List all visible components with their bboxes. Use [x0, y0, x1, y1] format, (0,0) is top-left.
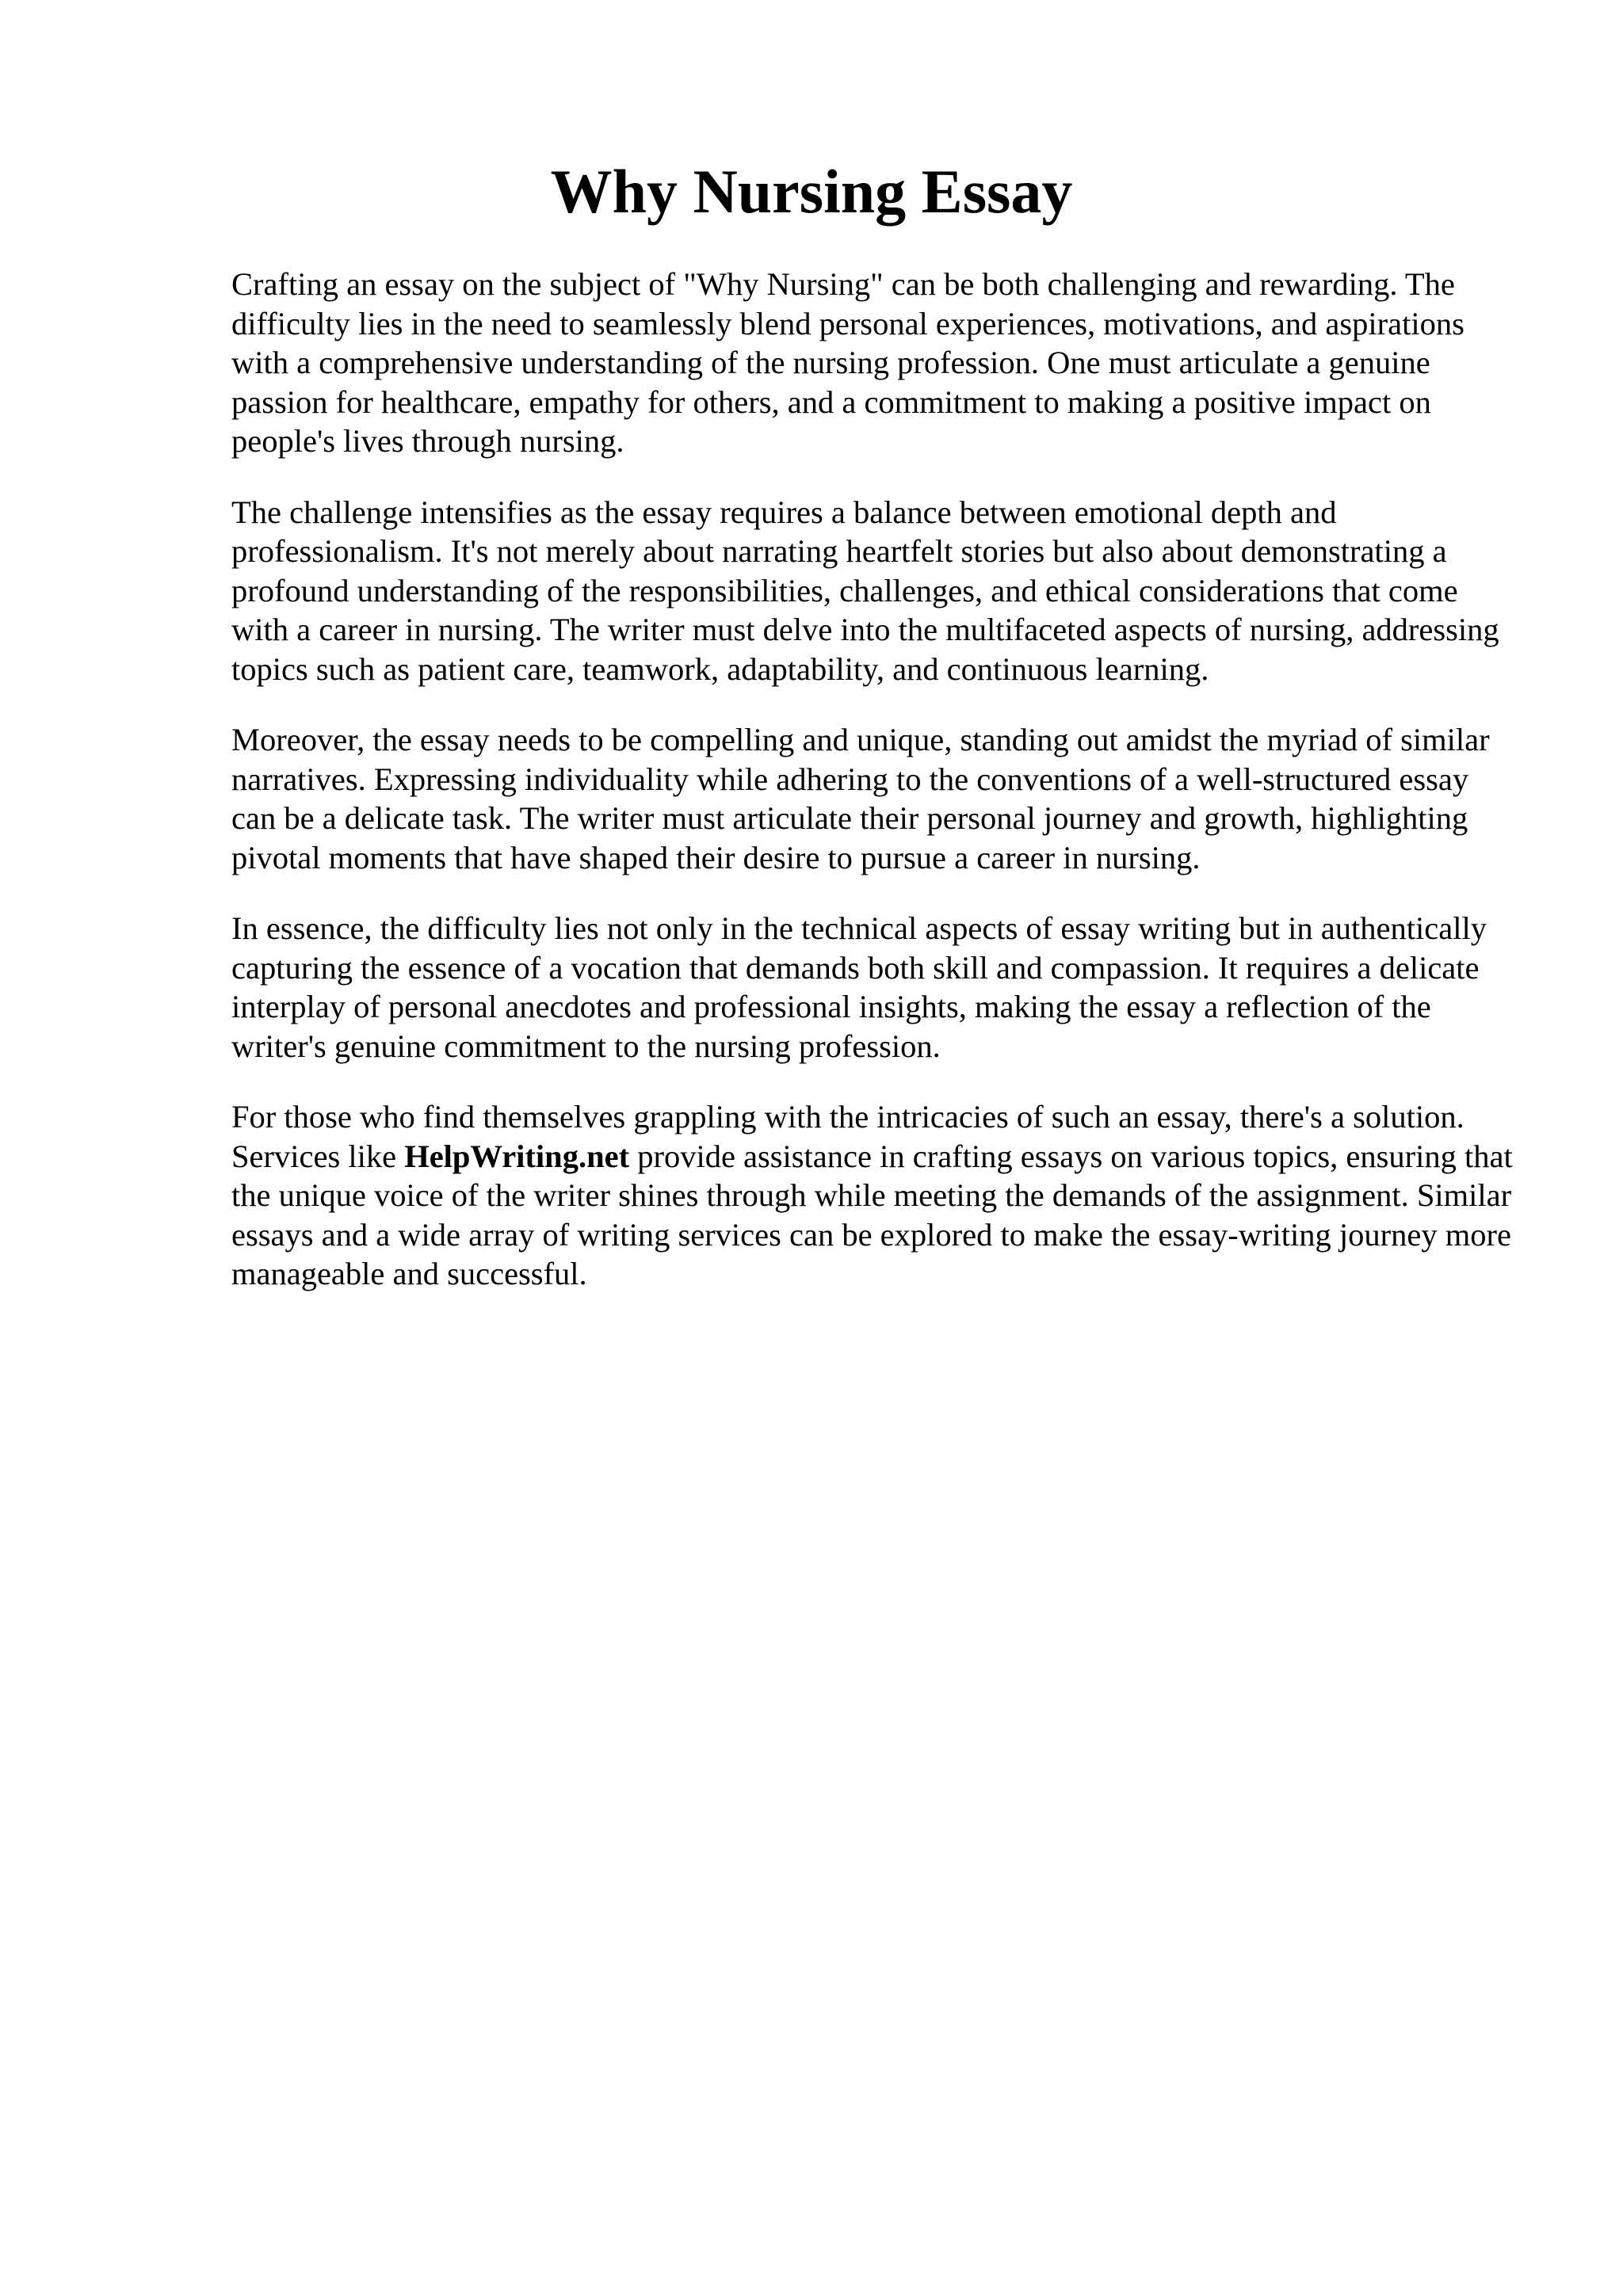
brand-link[interactable]: HelpWriting.net — [404, 1138, 630, 1174]
solution-text-after: provide assistance in crafting essays on various topics, ensuring that the unique voice of the writer shines through while meeting the demands of the assignment. Similar essays and a wide array of writing services can be explored to make the essay-writing journey more manageable and successful. — [231, 1138, 1513, 1291]
paragraph-uniqueness: Moreover, the essay needs to be compelling and unique, standing out amidst the myriad of similar narratives. Expressing individuality while adhering to the conventions of a well-structured essay can be a delicate task. The writer must articulate their personal journey and growth, highlighting pivotal moments that have shaped their desire to pursue a career in nursing. — [231, 722, 1490, 875]
solution-text-before: For those who find themselves grappling with the intricacies of such an essay, there's a solution. Services like — [231, 1099, 1465, 1174]
essay-body — [231, 265, 1515, 1325]
paragraph-intro: Crafting an essay on the subject of "Why Nursing" can be both challenging and rewarding. The difficulty lies in the need to seamlessly blend personal experiences, motivations, and aspirations with a comprehensive understanding of the nursing profession. One must articulate a genuine passion for healthcare, empathy for others, and a commitment to making a positive impact on people's lives through nursing. — [231, 266, 1465, 459]
paragraph-essence: In essence, the difficulty lies not only in the technical aspects of essay writing but in authentically capturing the essence of a vocation that demands both skill and compassion. It requires a delicate interplay of personal anecdotes and professional insights, making the essay a reflection of the writer's genuine commitment to the nursing profession. — [231, 910, 1487, 1064]
page-title: Why Nursing Essay — [550, 157, 1073, 226]
paragraph-solution — [231, 1097, 1515, 1294]
paragraph-challenge: The challenge intensifies as the essay requires a balance between emotional depth and professionalism. It's not merely about narrating heartfelt stories but also about demonstrating a profound understanding of the responsibilities, challenges, and ethical considerations that come with a career in nursing. The writer must delve into the multifaceted aspects of nursing, addressing topics such as patient care, teamwork, adaptability, and continuous learning. — [231, 494, 1499, 687]
